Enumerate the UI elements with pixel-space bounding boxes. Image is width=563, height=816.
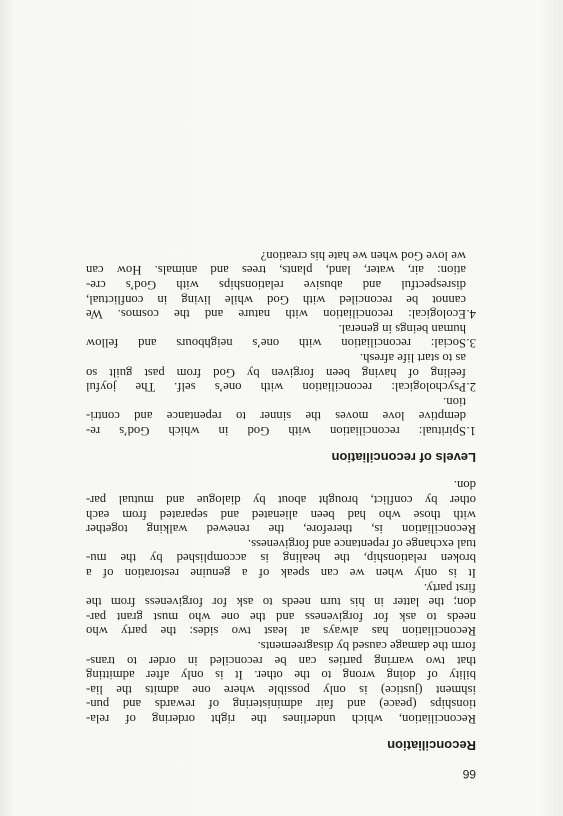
section-heading-reconciliation: Reconciliation — [387, 738, 476, 753]
list-number: 1. — [466, 423, 476, 438]
text-line: bility of doing wrong to the other. It is only after admitting — [86, 668, 476, 683]
text-line: with those who had been alienated and separated from each — [86, 507, 476, 522]
text-line: Reconciliation, which underlines the right ordering of rela- — [86, 712, 476, 726]
page-number: 66 — [462, 767, 476, 781]
text-line: as to start life afresh. — [359, 350, 466, 365]
text-line: Social: reconciliation with one’s neighbours and fellow — [86, 336, 466, 351]
page-content — [86, 248, 476, 753]
text-line: Ecological: reconciliation with nature and the cosmos. We — [86, 307, 466, 322]
text-line: needs to ask for forgiveness and the one who must grant par- — [86, 609, 476, 624]
text-line: don. — [453, 478, 476, 493]
text-line: ation: air, water, land, plants, trees and animals. How can — [86, 263, 466, 278]
paragraph-4 — [86, 478, 476, 536]
text-line: Reconciliation is, therefore, the renewed walking together — [86, 522, 476, 537]
text-line: we love God when we hate his creation? — [260, 248, 466, 263]
text-line: Reconciliation has always at least two sides: the party who — [86, 624, 476, 639]
list-item-ecological — [86, 248, 476, 321]
text-line: human beings in general. — [338, 321, 466, 336]
text-line: demptive love moves the sinner to repentance and contri- — [86, 409, 466, 424]
list-number: 4. — [466, 307, 476, 322]
text-line: other by conflict, brought about by dialogue and mutual par- — [86, 493, 476, 508]
text-line: Psychological: reconciliation with one’s self. The joyful — [86, 380, 466, 395]
list-item-social — [86, 321, 476, 350]
list-item-psychological — [86, 350, 476, 394]
text-line: cannot be reconciled with God while living in conflictual, — [86, 292, 466, 307]
text-line: tion. — [443, 394, 466, 409]
paragraph-3 — [86, 536, 476, 580]
text-line: first party. — [423, 580, 476, 595]
text-line: Spiritual: reconciliation with God in which God’s re- — [86, 423, 466, 438]
text-line: that two warring parties can be reconciled in order to trans- — [86, 653, 476, 668]
section-heading-levels: Levels of reconciliation — [331, 449, 476, 465]
text-line: form the damage caused by disagreements. — [257, 639, 476, 654]
text-line: ishment (justice) is only possible where one admits the lia- — [86, 682, 476, 697]
paragraph-1 — [86, 638, 476, 726]
text-line: disrespectful and abusive relationships with God’s cre- — [86, 277, 466, 292]
paragraph-2 — [86, 580, 476, 638]
text-line: tionships (peace) and fair administering of rewards and pun- — [86, 697, 476, 712]
text-line: It is only when we can speak of a genuine restoration of a — [86, 566, 476, 581]
text-line: feeling of having been forgiven by God from past guilt so — [86, 365, 466, 380]
list-number: 3. — [466, 336, 476, 351]
text-line: broken relationship, the healing is accomplished by the mu- — [86, 551, 476, 566]
list-item-spiritual — [86, 394, 476, 438]
list-number: 2. — [466, 380, 476, 395]
text-line: tual exchange of repentance and forgiveness. — [247, 536, 476, 551]
text-line: don; the latter in his turn needs to ask for forgiveness from the — [86, 595, 476, 610]
